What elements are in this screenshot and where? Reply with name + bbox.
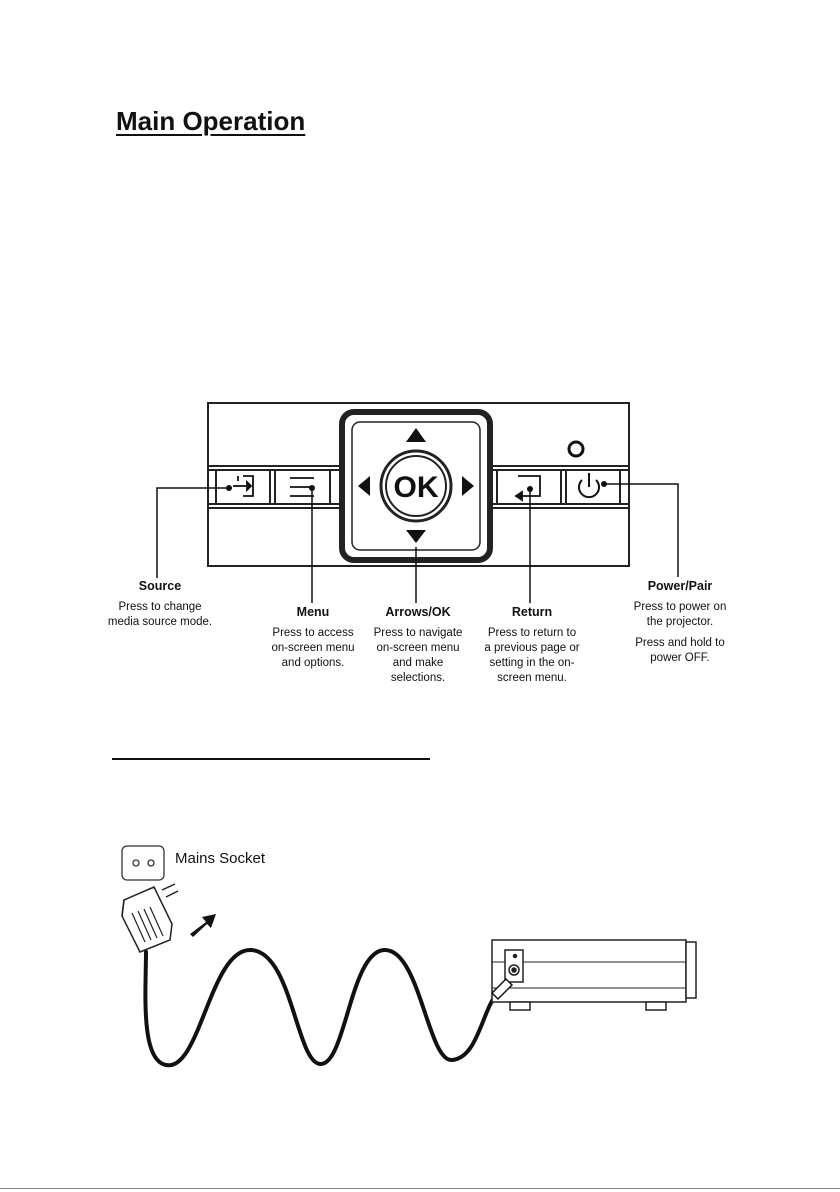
status-led: [569, 442, 583, 456]
arrows-title: Arrows/OK: [385, 605, 451, 619]
return-callout: [484, 605, 580, 686]
source-title: Source: [138, 579, 182, 593]
projector-icon: [492, 940, 696, 1010]
power-title: Power/Pair: [647, 579, 713, 593]
arrows-callout: [372, 605, 464, 686]
arrows-desc: Press to navigate on-screen menu and make selections.: [373, 627, 463, 684]
page-title: Main Operation: [116, 106, 306, 136]
plug-in-arrow: [190, 914, 216, 937]
source-desc: Press to change media source mode.: [107, 601, 213, 628]
return-desc: Press to return to a previous page or setting in the on-screen menu.: [484, 627, 580, 684]
section-divider: [112, 758, 430, 760]
power-callout: [632, 579, 728, 666]
page-bottom-rule: [0, 1188, 840, 1189]
menu-callout: [264, 605, 362, 671]
power-adapter-icon: [122, 884, 178, 952]
mains-socket-icon: [122, 846, 164, 880]
power-desc: Press to power on the projector.: [633, 601, 727, 628]
power-desc-2: Press and hold to power OFF.: [635, 637, 725, 664]
ok-label: OK: [393, 471, 439, 504]
return-title: Return: [511, 605, 553, 619]
mains-socket-label: Mains Socket: [175, 850, 266, 867]
source-callout: [104, 579, 216, 630]
power-cable: [145, 950, 498, 1065]
menu-desc: Press to access on-screen menu and options.: [271, 627, 355, 669]
menu-title: Menu: [296, 605, 330, 619]
